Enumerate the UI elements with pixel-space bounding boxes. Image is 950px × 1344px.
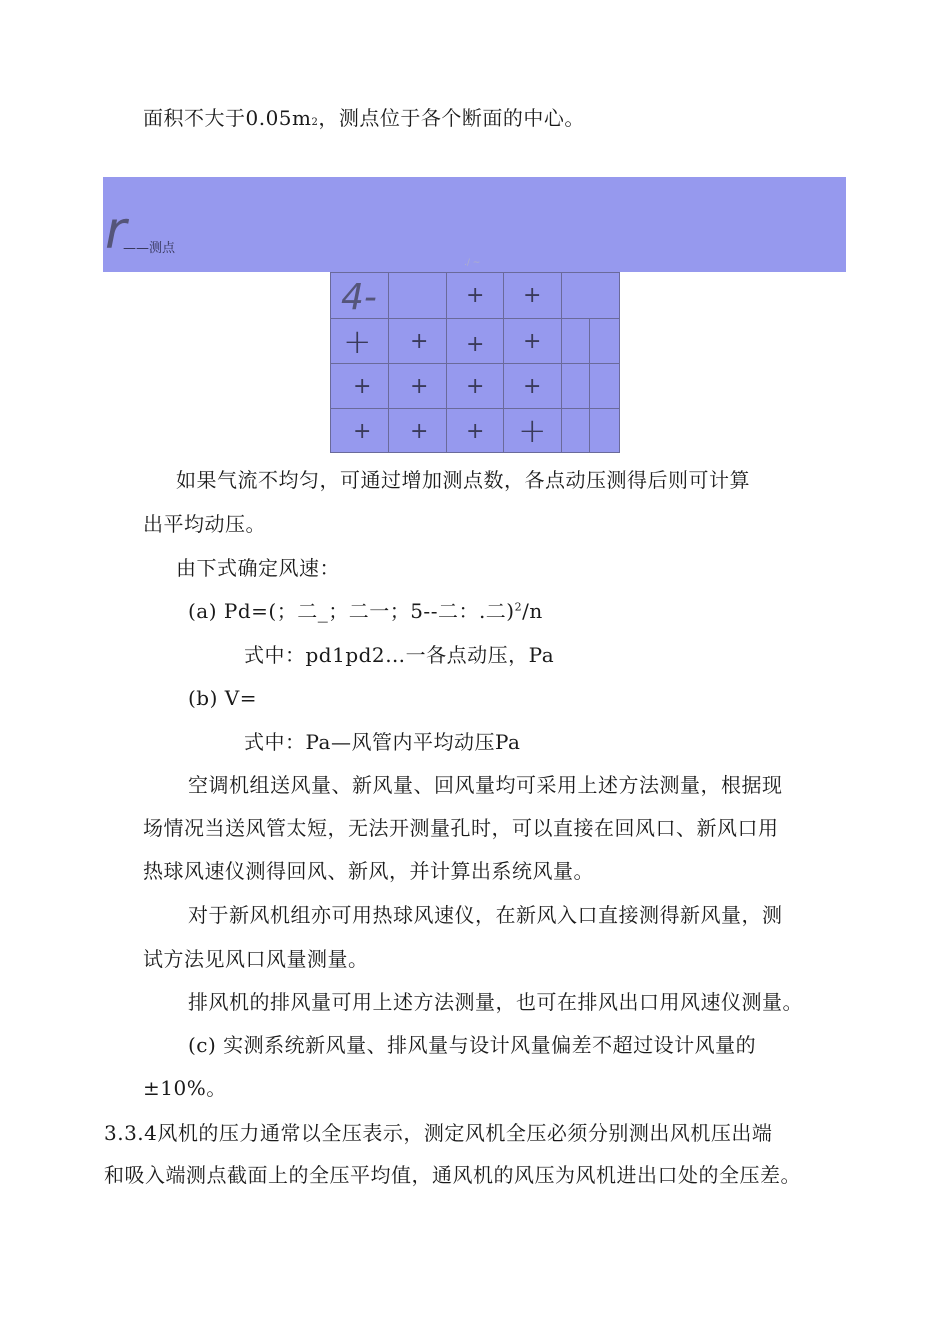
formula-a <box>188 597 543 625</box>
grid-line <box>331 408 619 409</box>
paragraph-deviation-cont: ±10%。 <box>143 1076 227 1100</box>
paragraph-air-volume-cont: 场情况当送风管太短，无法开测量孔时，可以直接在回风口、新风口用 <box>143 816 779 840</box>
formula-b-note: 式中：Pa—风管内平均动压Pa <box>244 730 521 754</box>
figure-faint-mark: ./ ~ <box>464 258 481 268</box>
paragraph-formula-intro: 由下式确定风速： <box>176 556 340 580</box>
grid-line <box>331 363 619 364</box>
grid-cell-plus: + <box>466 419 485 444</box>
grid-cell-plus: + <box>466 283 485 308</box>
formula-b: (b) V= <box>188 686 257 710</box>
paragraph-air-volume: 空调机组送风量、新风量、回风量均可采用上述方法测量，根据现 <box>188 773 783 797</box>
paragraph-deviation: (c) 实测系统新风量、排风量与设计风量偏差不超过设计风量的 <box>188 1033 757 1057</box>
formula-a-tail: /n <box>522 599 543 623</box>
figure-legend-label: ——测点 <box>123 241 176 256</box>
grid-cell-plus: + <box>466 332 485 357</box>
grid-line <box>589 318 590 452</box>
grid-cell-plus: + <box>523 329 542 354</box>
grid-cell-plus: + <box>343 322 372 362</box>
text-area-limit-rest: ，测点位于各个断面的中心。 <box>318 106 585 130</box>
grid-cell-plus: + <box>518 411 547 451</box>
grid-cell-plus: + <box>353 374 372 399</box>
formula-a-exponent: 2 <box>514 600 523 614</box>
measurement-grid <box>330 272 620 453</box>
grid-cell-plus: + <box>466 374 485 399</box>
paragraph-uneven-flow: 如果气流不均匀，可通过增加测点数，各点动压测得后则可计算 <box>176 468 750 492</box>
paragraph-area-note <box>143 104 585 137</box>
paragraph-air-volume-cont: 热球风速仪测得回风、新风，并计算出系统风量。 <box>143 859 594 883</box>
grid-cell-plus: + <box>523 374 542 399</box>
figure-r-glyph: r <box>105 201 127 261</box>
grid-cell-plus: + <box>410 374 429 399</box>
grid-cell-plus: + <box>410 419 429 444</box>
paragraph-fresh-air-unit-cont: 试方法见风口风量测量。 <box>143 947 369 971</box>
paragraph-fan-pressure: 3.3.4风机的压力通常以全压表示，测定风机全压必须分别测出风机压出端 <box>104 1121 773 1145</box>
grid-cell-plus: + <box>523 283 542 308</box>
paragraph-exhaust-fan: 排风机的排风量可用上述方法测量，也可在排风出口用风速仪测量。 <box>188 990 803 1014</box>
grid-cell-plus: + <box>353 419 372 444</box>
grid-cell-plus: + <box>410 329 429 354</box>
grid-cell-mark: 4- <box>341 277 377 318</box>
paragraph-fan-pressure-cont: 和吸入端测点截面上的全压平均值，通风机的风压为风机进出口处的全压差。 <box>104 1163 801 1187</box>
formula-a-body: (a) Pd=(；二_；二一；5--二：.二) <box>188 599 515 623</box>
formula-a-note: 式中：pd1pd2…一各点动压，Pa <box>244 643 555 667</box>
paragraph-uneven-flow-cont: 出平均动压。 <box>143 512 266 536</box>
grid-line <box>331 318 619 319</box>
paragraph-fresh-air-unit: 对于新风机组亦可用热球风速仪，在新风入口直接测得新风量，测 <box>188 903 783 927</box>
subscript-2: 2 <box>311 117 319 128</box>
text-area-limit: 面积不大于0.05m <box>143 106 312 130</box>
